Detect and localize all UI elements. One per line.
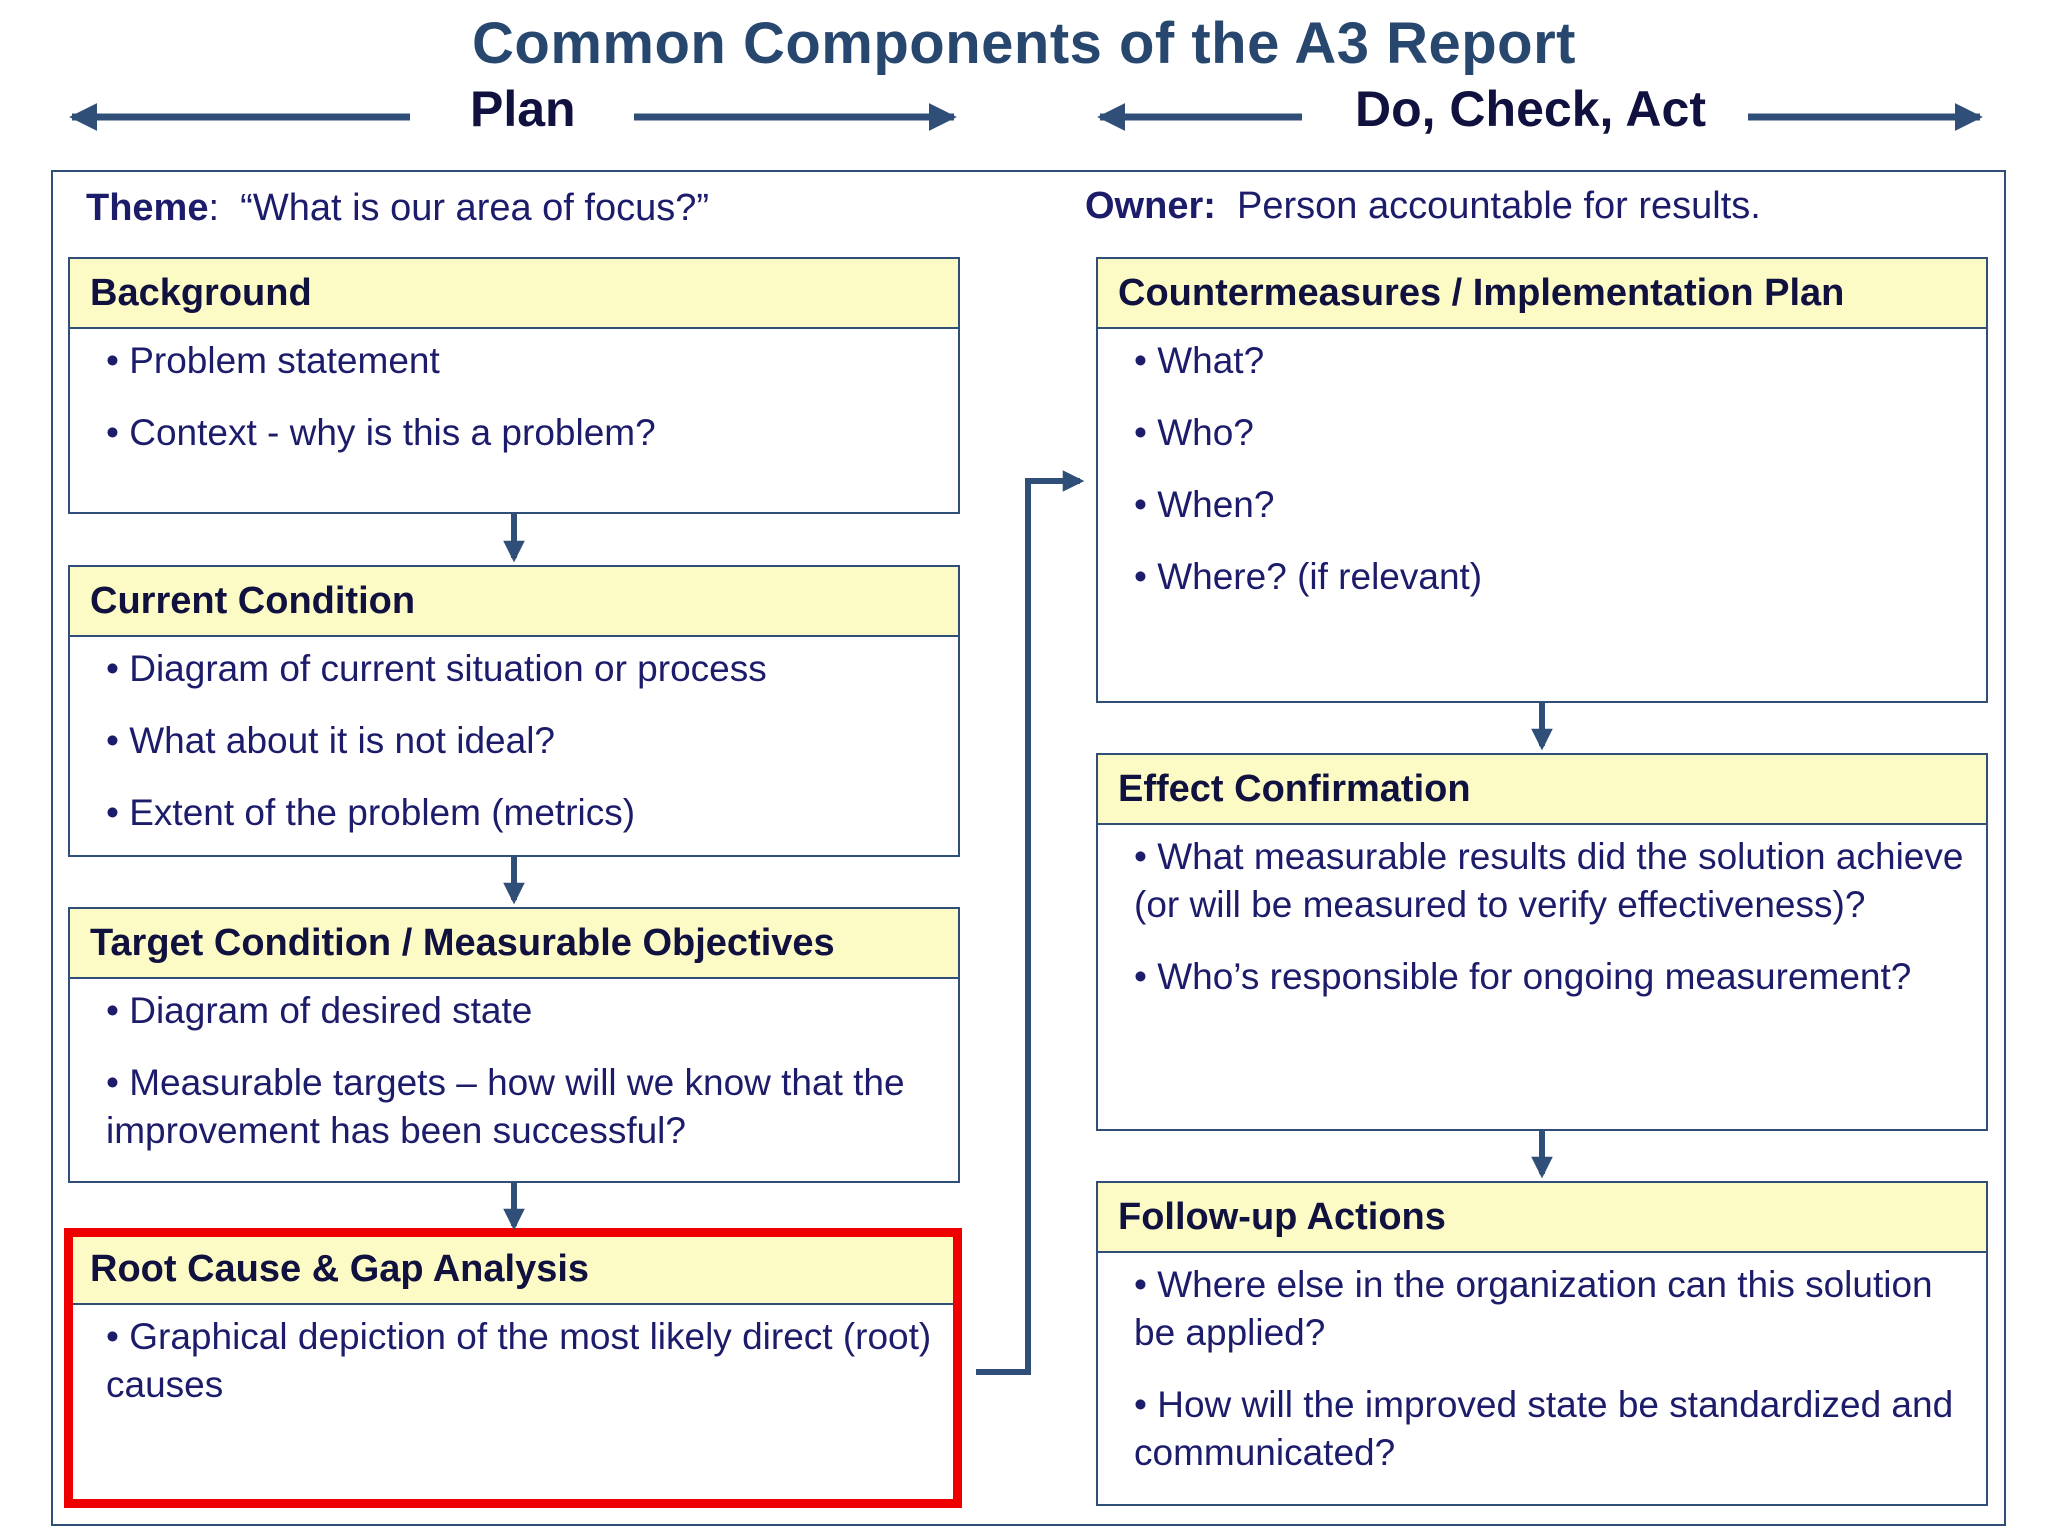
- section-item: • Where else in the organization can this solution be applied?: [1134, 1264, 1933, 1353]
- owner-text: Person accountable for results.: [1237, 185, 1761, 227]
- section-title: Countermeasures / Implementation Plan: [1098, 259, 1986, 329]
- section-item: • Extent of the problem (metrics): [106, 792, 636, 833]
- theme-text: “What is our area of focus?”: [240, 187, 710, 229]
- section-title: Target Condition / Measurable Objectives: [70, 909, 958, 979]
- section-countermeasures: [1096, 257, 1988, 703]
- section-follow-up-actions: [1096, 1181, 1988, 1506]
- section-item: • What about it is not ideal?: [106, 720, 555, 761]
- section-item: • Diagram of current situation or process: [106, 648, 767, 689]
- section-title: Follow-up Actions: [1098, 1183, 1986, 1253]
- section-item: • How will the improved state be standardized and communicated?: [1134, 1384, 1954, 1473]
- section-item: • Diagram of desired state: [106, 990, 533, 1031]
- page-title: Common Components of the A3 Report: [472, 11, 1576, 76]
- section-item: • What?: [1134, 340, 1265, 381]
- owner-line: [1085, 185, 1761, 228]
- section-title: Current Condition: [70, 567, 958, 637]
- section-root-cause: [68, 1233, 960, 1505]
- section-item: • What measurable results did the solution achieve (or will be measured to verify effectiveness)?: [1134, 836, 1964, 925]
- section-target-condition: [68, 907, 960, 1183]
- section-item: • Graphical depiction of the most likely direct (root) causes: [106, 1316, 932, 1405]
- section-item: • Problem statement: [106, 340, 440, 381]
- section-current-condition: [68, 565, 960, 857]
- section-item: • Who?: [1134, 412, 1254, 453]
- phase-label-do-check-act: Do, Check, Act: [1355, 81, 1707, 137]
- section-title: Background: [70, 259, 958, 329]
- phase-label-plan: Plan: [470, 81, 576, 137]
- section-title: Root Cause & Gap Analysis: [70, 1235, 958, 1305]
- section-item: • Context - why is this a problem?: [106, 412, 656, 453]
- section-item: • Measurable targets – how will we know that the improvement has been successful?: [106, 1062, 905, 1151]
- section-effect-confirmation: [1096, 753, 1988, 1131]
- section-item: • When?: [1134, 484, 1275, 525]
- theme-line: Theme: “What is our area of focus?”: [86, 187, 710, 229]
- owner-label: Owner:: [1085, 185, 1216, 227]
- section-item: • Where? (if relevant): [1134, 556, 1483, 597]
- section-background: [68, 257, 960, 514]
- section-title: Effect Confirmation: [1098, 755, 1986, 825]
- theme-label: Theme: [86, 187, 209, 229]
- section-item: • Who’s responsible for ongoing measurement?: [1134, 956, 1912, 997]
